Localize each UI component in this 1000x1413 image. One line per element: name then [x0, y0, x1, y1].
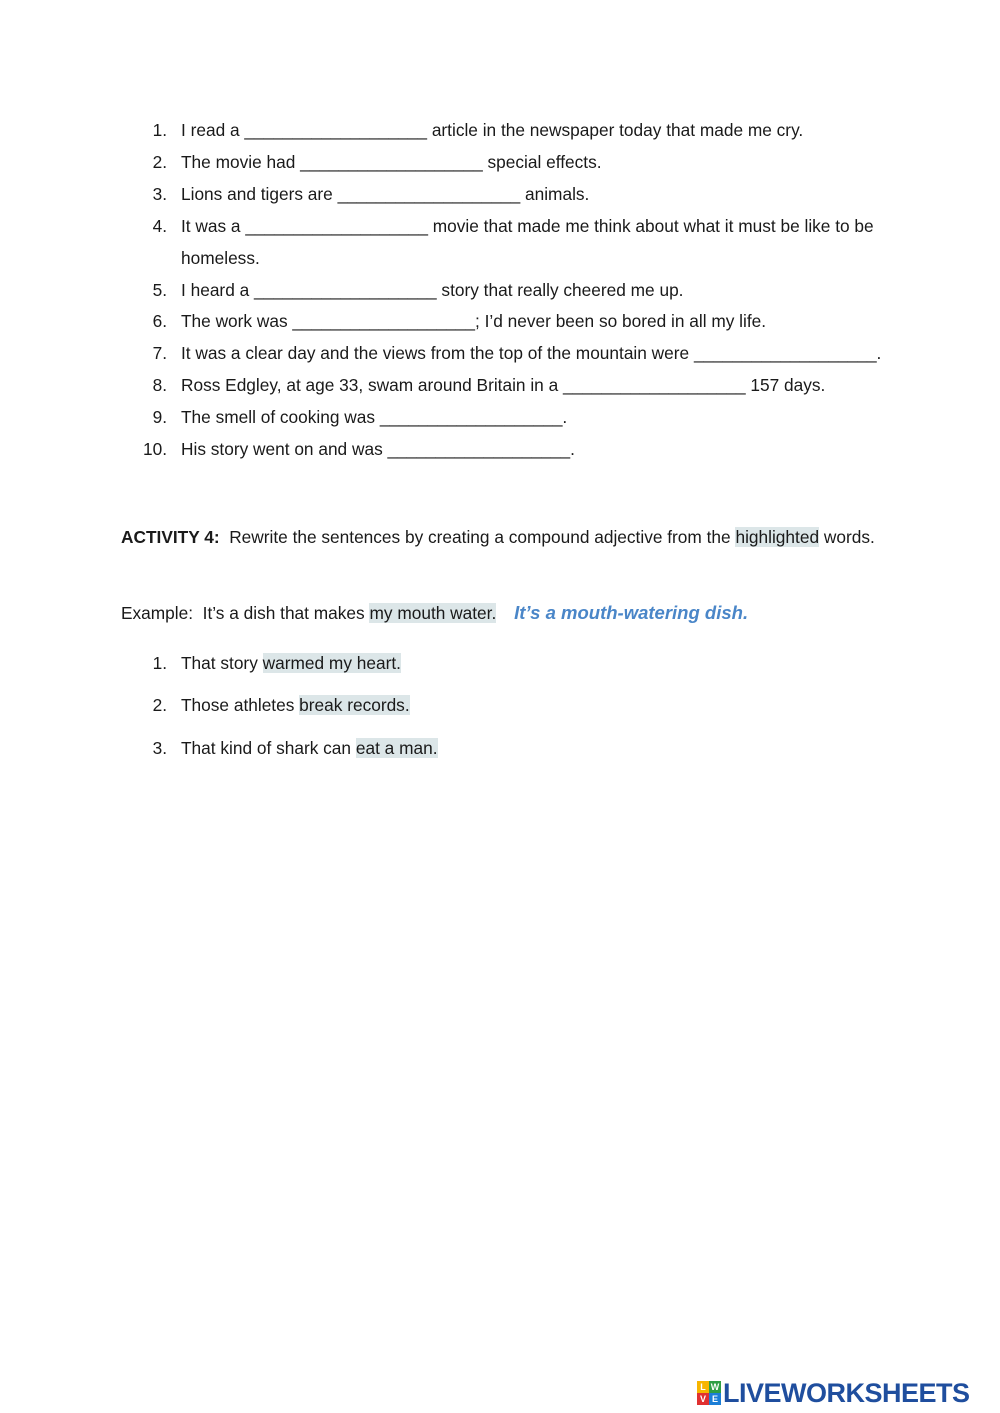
item-text: It was a clear day and the views from the top of the mountain were ___________________. [181, 343, 882, 364]
list-item: 4. It was a ___________________ movie that made me think about what it must be like to be homeless. [152, 215, 874, 268]
example-highlight: my mouth water. [369, 603, 497, 623]
logo-mark-letter: W [710, 1382, 720, 1392]
list-item: 10. His story went on and was ___________________. [142, 439, 575, 460]
item-text: His story went on and was ___________________. [181, 439, 575, 460]
item-highlight: eat a man. [355, 737, 438, 758]
item-text: That kind of shark can [181, 737, 352, 758]
list-item: 2. Those athletes break records. [152, 695, 410, 716]
item-text: The work was ___________________; I’d never been so bored in all my life. [181, 311, 767, 332]
example-answer: It’s a mouth-watering dish. [514, 602, 749, 623]
list-item: 7. It was a clear day and the views from the top of the mountain were ___________________. [152, 343, 882, 364]
item-highlight: warmed my heart. [262, 653, 401, 673]
list-item: 1. That story warmed my heart. [152, 653, 401, 673]
logo-text: LIVEWORKSHEETS [723, 1378, 970, 1408]
instruction-text: Rewrite the sentences by creating a compound adjective from the [229, 527, 731, 547]
example-label: Example: [121, 603, 194, 623]
item-text: The smell of cooking was ___________________. [181, 407, 568, 428]
example-line [121, 600, 748, 626]
item-text: I heard a ___________________ story that really cheered me up. [181, 279, 684, 300]
list-item: 1. I read a ___________________ article in the newspaper today that made me cry. [152, 120, 804, 140]
item-text: Those athletes [181, 695, 295, 716]
list-item: 8. Ross Edgley, at age 33, swam around Britain in a ___________________ 157 days. [152, 375, 826, 396]
list-item: 5. I heard a ___________________ story that really cheered me up. [152, 279, 684, 300]
fill-in-list [121, 115, 891, 466]
logo-mark-letter: V [697, 1393, 709, 1405]
list-item: 2. The movie had ___________________ special effects. [152, 151, 602, 172]
list-item: 9. The smell of cooking was ___________________. [152, 407, 568, 428]
item-text: That story [181, 653, 258, 673]
item-text: Lions and tigers are ___________________ animals. [181, 183, 590, 204]
item-text: The movie had ___________________ special effects. [181, 151, 602, 172]
instruction-highlight: highlighted [735, 527, 820, 547]
item-highlight: break records. [299, 695, 410, 716]
logo-mark-letter: E [709, 1393, 721, 1405]
activity-label: ACTIVITY 4: [121, 527, 220, 547]
instruction-text-end: words. [823, 527, 875, 547]
liveworksheets-logo [697, 1378, 970, 1408]
item-text: I read a ___________________ article in the newspaper today that made me cry. [181, 120, 804, 140]
list-item: 3. That kind of shark can eat a man. [152, 737, 438, 758]
item-text: Ross Edgley, at age 33, swam around Britain in a ___________________ 157 days. [181, 375, 826, 396]
list-item: 6. The work was ___________________; I’d never been so bored in all my life. [152, 311, 767, 332]
list-item: 3. Lions and tigers are ___________________ animals. [152, 183, 590, 204]
logo-mark-letter: L [697, 1381, 709, 1393]
activity-4-instructions [121, 525, 891, 550]
rewrite-list [121, 651, 891, 778]
example-sentence: It’s a dish that makes [202, 603, 365, 623]
item-text: It was a ___________________ movie that made me think about what it must be like to be homeless. [181, 215, 874, 268]
logo-mark-icon [697, 1381, 721, 1405]
